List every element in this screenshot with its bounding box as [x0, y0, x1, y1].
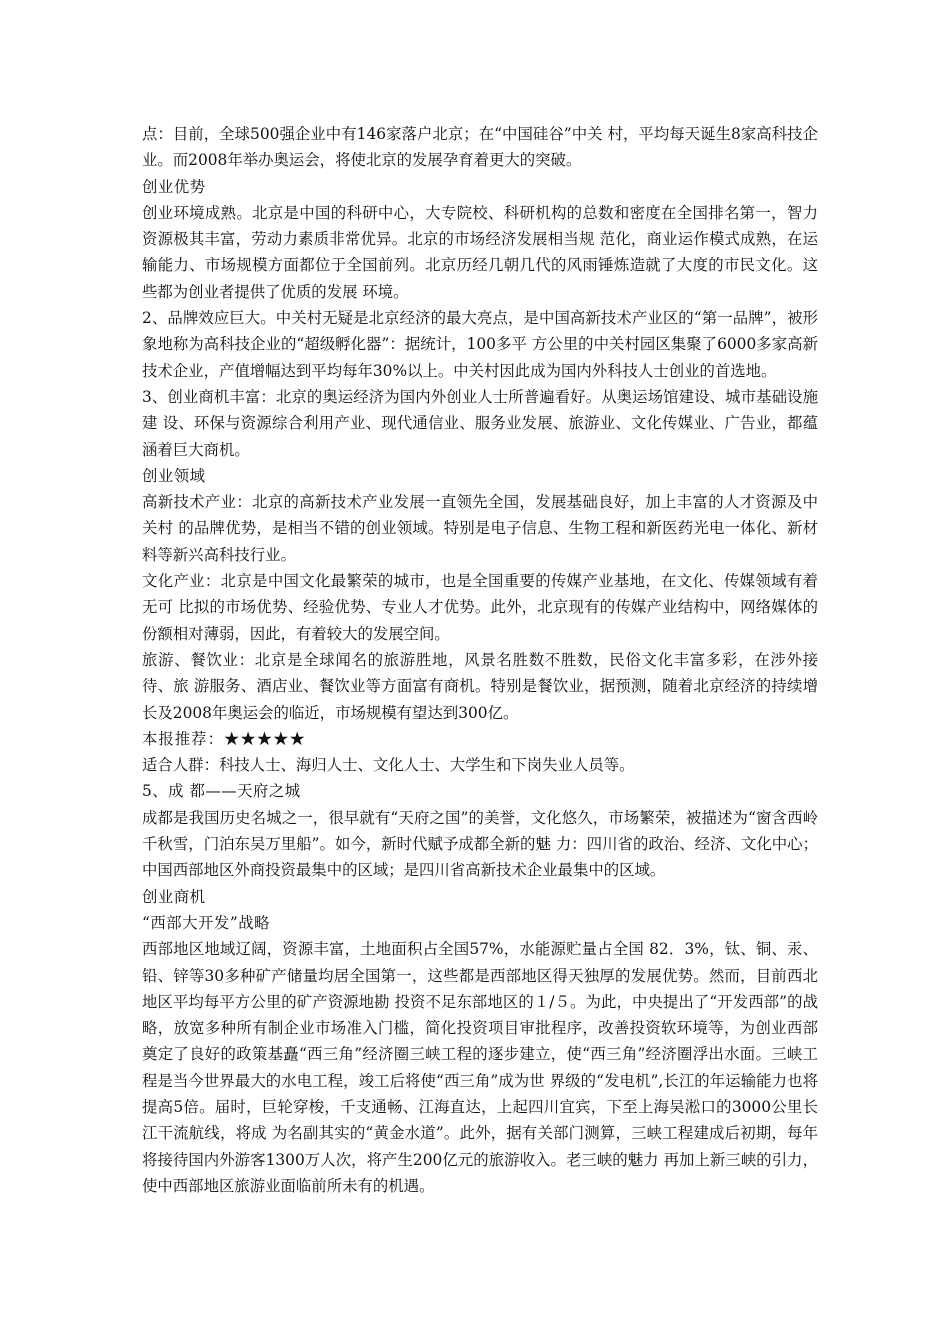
section-heading-chengdu: 5、成 都——天府之城 [142, 782, 301, 801]
paragraph-brand-effect: 2、品牌效应巨大。中关村无疑是北京经济的最大亮点，是中国高新技术产业区的“第一品牌”，被形象地称为高科技企业的“超级孵化器”：据统计，100多平 方公里的中关村园区集聚了6000多家高新技术企业，产值增幅达到平均每年30%以上。中关村因此成为国内外科技人士创业的首选地。 [142, 309, 818, 380]
section-heading-opportunities: 创业商机 [142, 887, 206, 906]
paragraph-culture-industry: 文化产业：北京是中国文化最繁荣的城市，也是全国重要的传媒产业基地，在文化、传媒领域有着无可 比拟的市场优势、经验优势、专业人才优势。此外，北京现有的传媒产业结构中，网络媒体的份额相对薄弱，因此，有着较大的发展空间。 [142, 572, 818, 643]
section-heading-western-development: “西部大开发”战略 [142, 913, 270, 932]
section-heading-advantages: 创业优势 [142, 177, 206, 196]
section-heading-fields: 创业领域 [142, 466, 206, 485]
paragraph-environment: 创业环境成熟。北京是中国的科研中心，大专院校、科研机构的总数和密度在全国排名第一，智力资源极其丰富，劳动力素质非常优异。北京的市场经济发展相当规 范化，商业运作模式成熟，在运输能力、市场规模方面都位于全国前列。北京历经几朝几代的风雨锤炼造就了大度的市民文化。这些都为创业者提供了优质的发展 环境。 [142, 203, 818, 301]
paragraph-tourism-catering: 旅游、餐饮业：北京是全球闻名的旅游胜地，风景名胜数不胜数，民俗文化丰富多彩，在涉外接待、旅 游服务、酒店业、餐饮业等方面富有商机。特别是餐饮业，据预测，随着北京经济的持续增长及2008年奥运会的临近，市场规模有望达到300亿。 [142, 650, 818, 722]
document-page [142, 121, 818, 1199]
paragraph-high-tech: 高新技术产业：北京的高新技术产业发展一直领先全国，发展基础良好，加上丰富的人才资源及中关村 的品牌优势，是相当不错的创业领域。特别是电子信息、生物工程和新医药光电一体化、新材料等新兴高科技行业。 [142, 493, 818, 564]
paragraph-target-audience: 适合人群：科技人士、海归人士、文化人士、大学生和下岗失业人员等。 [142, 756, 635, 775]
paragraph-chengdu-intro: 成都是我国历史名城之一，很早就有“天府之国”的美誉，文化悠久，市场繁荣，被描述为“窗含西岭千秋雪，门泊东吴万里船”。如今，新时代赋予成都全新的魅 力：四川省的政治、经济、文化中心；中国西部地区外商投资最集中的区域；是四川省高新技术企业最集中的区域。 [142, 808, 818, 880]
paragraph-business-opportunities: 3、创业商机丰富：北京的奥运经济为国内外创业人士所普遍看好。从奥运场馆建设、城市基础设施建 设、环保与资源综合利用产业、现代通信业、服务业发展、旅游业、文化传媒业、广告业，都蕴涵着巨大商机。 [142, 387, 818, 459]
intro-paragraph: 点：目前，全球500强企业中有146家落户北京；在“中国硅谷”中关 村，平均每天诞生8家高科技企业。而2008年举办奥运会，将使北京的发展孕育着更大的突破。 [142, 125, 818, 170]
paragraph-western-region: 西部地区地域辽阔，资源丰富，土地面积占全国57%，水能源贮量占全国 82．3%，钛、铜、汞、铅、锌等30多种矿产储量均居全国第一，这些都是西部地区得天独厚的发展优势。然而，目前西北地区平均每平方公里的矿产资源地勘 投资不足东部地区的１/５。为此，中央提出了“开发西部”的战略，放宽多种所有制企业市场准入门槛，简化投资项目审批程序，改善投资软环境等，为创业西部 奠定了良好的政策基矗“西三角”经济圈三峡工程的逐步建立，使“西三角”经济圈浮出水面。三峡工程是当今世界最大的水电工程，竣工后将使“西三角”成为世 界级的“发电机”,长江的年运输能力也将提高5倍。届时，巨轮穿梭，千支通畅、江海直达，上起四川宜宾，下至上海吴淞口的3000公里长江干流航线，将成 为名副其实的“黄金水道”。此外，据有关部门测算，三峡工程建成后初期，每年将接待国内外游客1300万人次，将产生200亿元的旅游收入。老三峡的魅力 再加上新三峡的引力，使中西部地区旅游业面临前所未有的机遇。 [142, 940, 818, 1195]
rating-line: 本报推荐：★★★★★ [142, 729, 306, 748]
